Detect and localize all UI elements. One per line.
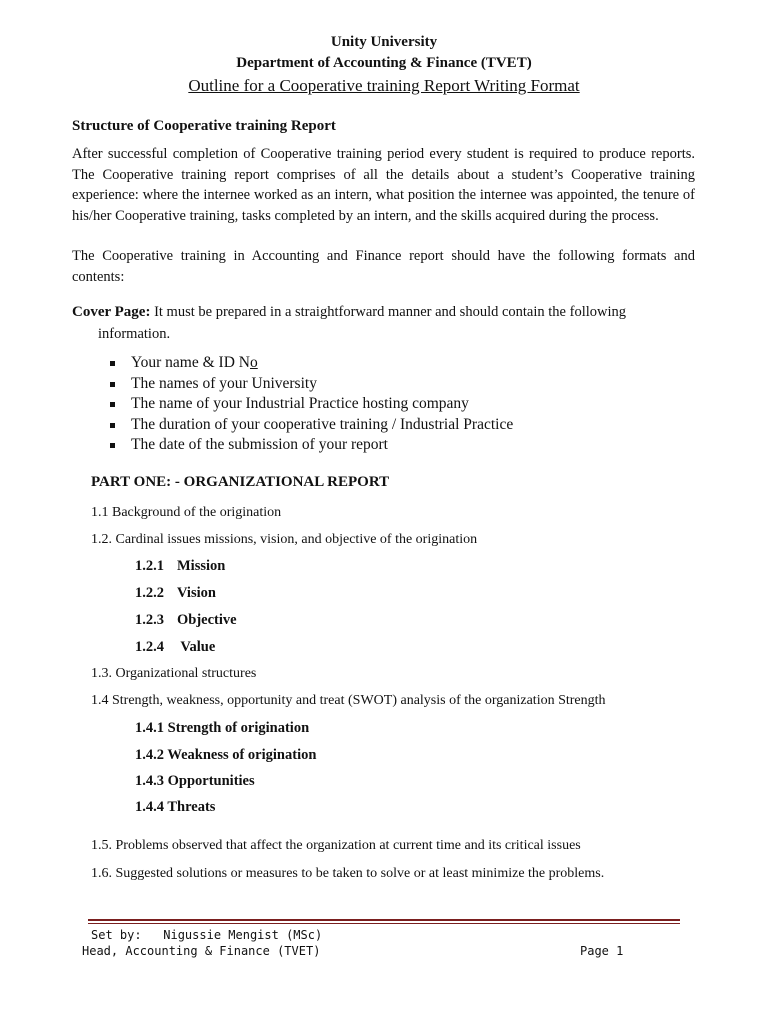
outline-subitem-1-4-1: 1.4.1 Strength of origination	[135, 720, 310, 736]
page-number: Page 1	[580, 944, 624, 958]
outline-item-1-6: 1.6. Suggested solutions or measures to be taken to solve or at least minimize the problems.	[91, 866, 605, 881]
bullet-square-icon	[110, 361, 115, 366]
intro-paragraph: After successful completion of Cooperative training period every student is required to produce reports. The Cooperative training report comprises of all the details about a student’s Cooperative training experience: where the internee worked as an intern, what position the internee was appointed, the tenure of his/her Cooperative training, tasks completed by an intern, and the skills acquired during the process.	[72, 146, 695, 224]
footer-set-by: Set by: Nigussie Mengist (MSc)	[91, 928, 323, 942]
outline-item-1-1: 1.1 Background of the origination	[91, 505, 282, 520]
footer-position: Head, Accounting & Finance (TVET)	[82, 944, 321, 958]
cover-page-text: It must be prepared in a straightforward manner and should contain the following	[154, 304, 627, 320]
formats-paragraph: The Cooperative training in Accounting and Finance report should have the following formats and contents:	[72, 248, 695, 285]
outline-item-1-5: 1.5. Problems observed that affect the organization at current time and its critical issues	[91, 838, 581, 853]
bullet-square-icon	[110, 423, 115, 428]
outline-subitem-1-2-1: 1.2.1 Mission	[135, 558, 226, 574]
footer-rule-thin	[88, 923, 680, 924]
cover-page-paragraph	[72, 299, 695, 325]
list-item: Your name & ID No	[108, 353, 513, 374]
outline-title: Outline for a Cooperative training Report Writing Format	[188, 76, 580, 95]
cover-page-bullet-list	[108, 353, 513, 456]
outline-subitem-1-4-3: 1.4.3 Opportunities	[135, 773, 255, 789]
list-item: The names of your University	[108, 374, 513, 395]
cover-page-text-continued: information.	[98, 326, 171, 342]
list-item: The date of the submission of your report	[108, 435, 513, 456]
university-name: Unity University	[330, 34, 438, 50]
outline-subitem-1-4-4: 1.4.4 Threats	[135, 799, 216, 815]
outline-item-1-4: 1.4 Strength, weakness, opportunity and treat (SWOT) analysis of the organization Strength	[91, 693, 606, 708]
outline-subitem-1-2-3: 1.2.3 Objective	[135, 612, 237, 628]
structure-heading: Structure of Cooperative training Report	[72, 118, 336, 134]
bullet-square-icon	[110, 443, 115, 448]
list-item: The name of your Industrial Practice hosting company	[108, 394, 513, 415]
outline-item-1-2: 1.2. Cardinal issues missions, vision, and objective of the origination	[91, 532, 478, 547]
part-one-heading: PART ONE: - ORGANIZATIONAL REPORT	[91, 474, 390, 490]
cover-page-label: Cover Page:	[72, 304, 151, 320]
outline-subitem-1-4-2: 1.4.2 Weakness of origination	[135, 747, 317, 763]
list-item: The duration of your cooperative training / Industrial Practice	[108, 415, 513, 436]
bullet-square-icon	[110, 382, 115, 387]
department-name: Department of Accounting & Finance (TVET)	[236, 55, 532, 71]
outline-subitem-1-2-2: 1.2.2 Vision	[135, 585, 216, 601]
outline-subitem-1-2-4: 1.2.4 Value	[135, 639, 216, 655]
outline-item-1-3: 1.3. Organizational structures	[91, 666, 257, 681]
footer-rule	[88, 919, 680, 921]
bullet-square-icon	[110, 402, 115, 407]
